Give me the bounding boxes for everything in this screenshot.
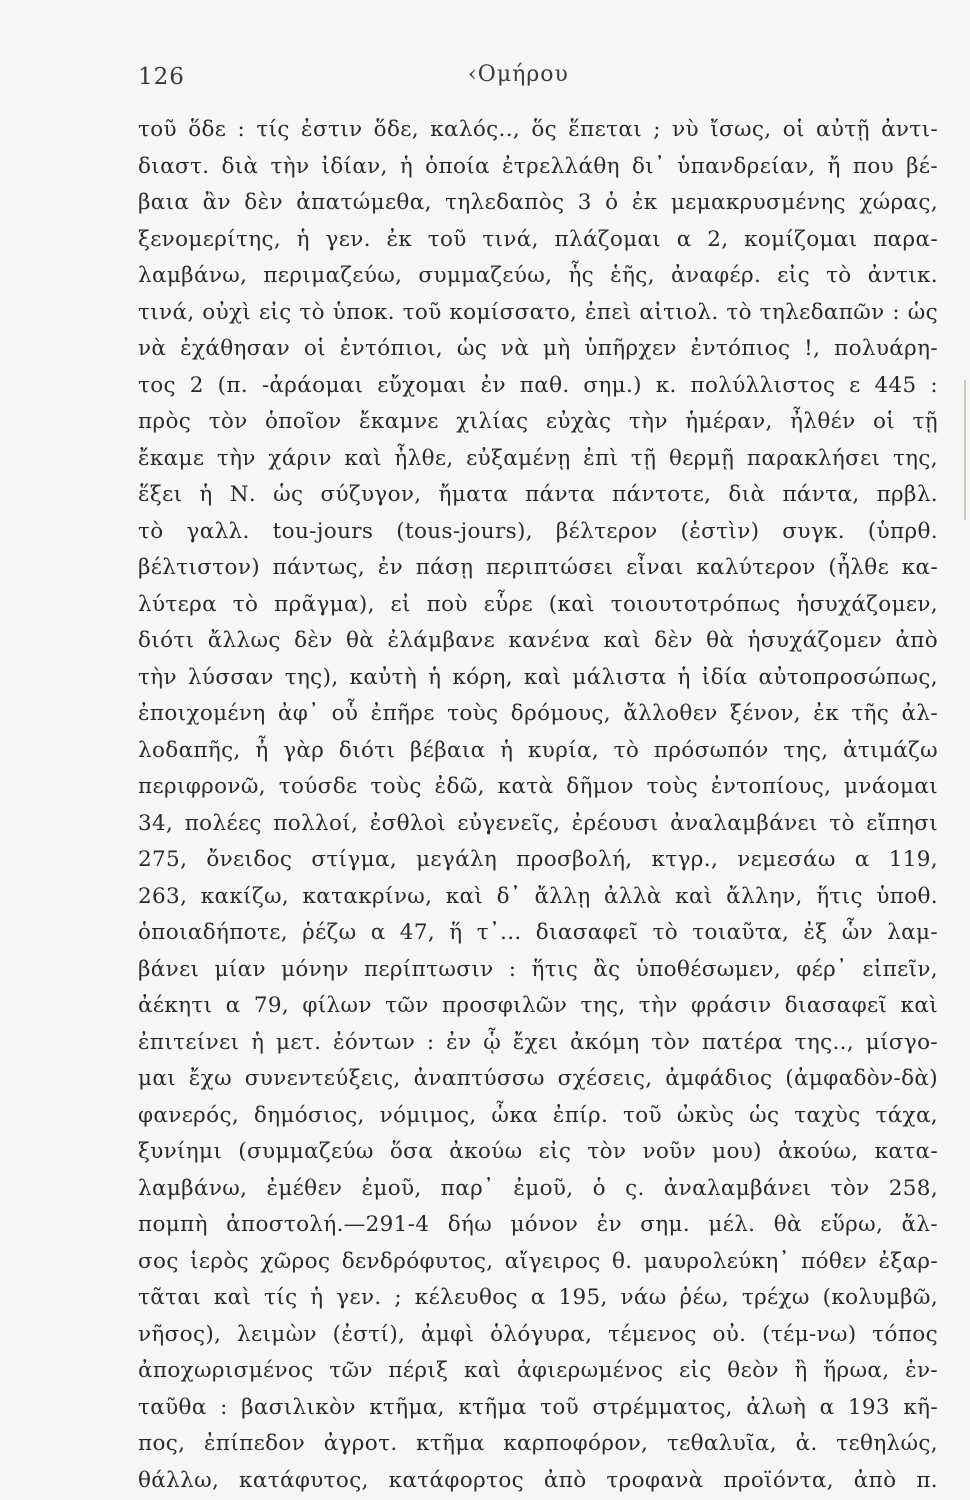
text-line: ἀποχωρισμένος τῶν πέριξ καὶ ἀφιερωμένος εἰς θεὸν ἢ ἥρωα, ἐν- — [138, 1358, 938, 1383]
text-line: λαμβάνω, περιμαζεύω, συμμαζεύω, ἧς ἑῆς, ἀναφέρ. εἰς τὸ ἀντικ. — [138, 263, 938, 288]
text-line: νῆσος), λειμὼν (ἐστί), ἀμφὶ ὁλόγυρα, τέμενος οὐ. (τέμ-νω) τόπος — [138, 1321, 938, 1347]
text-line: τοῦ ὅδε : τίς ἐστιν ὅδε, καλός.., ὅς ἕπεται ; νὺ ἴσως, οἱ αὐτῇ ἀντι- — [138, 117, 938, 142]
page-number: 126 — [138, 64, 185, 90]
text-line: 263, κακίζω, κατακρίνω, καὶ δ᾽ ἄλλῃ ἀλλὰ καὶ ἄλλην, ἥτις ὑποθ. — [138, 883, 938, 909]
text-line: ταῦθα : βασιλικὸν κτῆμα, κτῆμα τοῦ στρέμματος, ἀλωὴ α 193 κῆ- — [138, 1394, 938, 1420]
text-line: ἀέκητι α 79, φίλων τῶν προσφιλῶν της, τὴν φράσιν διασαφεῖ καὶ — [138, 993, 938, 1018]
text-line: διότι ἄλλως δὲν θὰ ἐλάμβανε κανένα καὶ δὲν θὰ ἡσυχάζομεν ἀπὸ — [138, 628, 938, 653]
text-line: ἐποιχομένη ἀφ᾽ οὗ ἐπῆρε τοὺς δρόμους, ἄλλοθεν ξένον, ἐκ τῆς ἀλ- — [138, 701, 938, 726]
text-line: τος 2 (π. -ἀράομαι εὔχομαι ἐν παθ. σημ.) κ. πολύλλιστος ε 445 : — [138, 372, 938, 398]
text-line: 275, ὄνειδος στίγμα, μεγάλη προσβολή, κτγρ., νεμεσάω α 119, — [138, 847, 938, 872]
text-line: λύτερα τὸ πρᾶγμα), εἰ ποὺ εὗρε (καὶ τοιουτοτρόπως ἡσυχάζομεν, — [138, 591, 938, 617]
text-line: νὰ ἐχάθησαν οἱ ἐντόπιοι, ὡς νὰ μὴ ὑπῆρχεν ἐντόπιος !, πολυάρη- — [138, 336, 938, 361]
text-line: ξυνίημι (συμμαζεύω ὅσα ἀκούω εἰς τὸν νοῦν μου) ἀκούω, κατα- — [138, 1139, 938, 1164]
text-line: φανερός, δημόσιος, νόμιμος, ὦκα ἐπίρ. τοῦ ὠκὺς ὡς ταχὺς τάχα, — [138, 1102, 938, 1128]
text-line: μαι ἔχω συνεντεύξεις, ἀναπτύσσω σχέσεις, ἀμφάδιος (ἀμφαδὸν-δὰ) — [138, 1066, 938, 1091]
text-line: τὴν λύσσαν της), καὐτὴ ἡ κόρη, καὶ μάλιστα ἡ ἰδία αὐτοπροσώπως, — [138, 664, 938, 690]
text-line: βάνει μίαν μόνην περίπτωσιν : ἥτις ἂς ὑποθέσωμεν, φέρ᾽ εἰπεῖν, — [138, 956, 938, 982]
running-head: ‹Ομήρου — [468, 62, 569, 87]
text-line: διαστ. διὰ τὴν ἰδίαν, ἡ ὁποία ἐτρελλάθη δι᾽ ὑπανδρείαν, ἤ που βέ- — [138, 153, 938, 179]
text-line: βαια ἂν δὲν ἀπατώμεθα, τηλεδαπὸς 3 ὁ ἐκ μεμακρυσμένης χώρας, — [138, 190, 938, 215]
commentary-text — [138, 112, 938, 1499]
text-line: λοδαπῆς, ἦ γὰρ διότι βέβαια ἡ κυρία, τὸ πρόσωπόν της, ἀτιμάζω — [138, 737, 938, 763]
text-line: λαμβάνω, ἐμέθεν ἐμοῦ, παρ᾽ ἐμοῦ, ὁ ς. ἀναλαμβάνει τὸν 258, — [138, 1175, 938, 1201]
scan-edge-shadow — [964, 380, 966, 520]
text-line: τὸ γαλλ. tou-jours (tous-jours), βέλτερον (ἐστὶν) συγκ. (ὑπρθ. — [138, 518, 938, 544]
text-line: θάλλω, κατάφυτος, κατάφορτος ἀπὸ τροφανὰ προϊόντα, ἀπὸ π. — [138, 1467, 938, 1493]
text-line: ἐπιτείνει ἡ μετ. ἐόντων : ἐν ᾧ ἔχει ἀκόμη τὸν πατέρα της.., μίσγο- — [138, 1029, 938, 1055]
text-line: περιφρονῶ, τούσδε τοὺς ἐδῶ, κατὰ δῆμον τοὺς ἐντοπίους, μνάομαι — [138, 774, 938, 799]
text-line: βέλτιστον) πάντως, ἐν πάσῃ περιπτώσει εἶναι καλύτερον (ἦλθε κα- — [138, 555, 938, 580]
text-line: πομπὴ ἀποστολή.—291-4 δήω μόνον ἐν σημ. μέλ. θὰ εὕρω, ἄλ- — [138, 1212, 938, 1237]
text-line: τινά, οὐχὶ εἰς τὸ ὑποκ. τοῦ κομίσσατο, ἐπεὶ αἰτιολ. τὸ τηλεδαπῶν : ὡς — [138, 299, 938, 325]
text-line: σος ἱερὸς χῶρος δενδρόφυτος, αἴγειρος θ. μαυρολεύκη᾽ πόθεν ἐξαρ- — [138, 1248, 938, 1274]
text-line: 34, πολέες πολλοί, ἐσθλοὶ εὐγενεῖς, ἐρέουσι ἀναλαμβάνει τὸ εἴπησι — [138, 810, 938, 836]
text-line: ἕξει ἡ Ν. ὡς σύζυγον, ἤματα πάντα πάντοτε, διὰ πάντα, πρβλ. — [138, 482, 938, 507]
text-line: τᾶται καὶ τίς ἡ γεν. ; κέλευθος α 195, νάω ῥέω, τρέχω (κολυμβῶ, — [138, 1285, 938, 1310]
text-line: πος, ἐπίπεδον ἀγροτ. κτῆμα καρποφόρον, τεθαλυῖα, ἀ. τεθηλώς, — [138, 1431, 938, 1456]
text-line: ξενομερίτης, ἡ γεν. ἐκ τοῦ τινά, πλάζομαι α 2, κομίζομαι παρα- — [138, 226, 938, 252]
text-line: πρὸς τὸν ὁποῖον ἔκαμνε χιλίας εὐχὰς τὴν ἡμέραν, ἦλθέν οἱ τῇ — [138, 409, 938, 434]
text-line: ἔκαμε τὴν χάριν καὶ ἦλθε, εὐξαμένῃ ἐπὶ τῇ θερμῇ παρακλήσει της, — [138, 445, 938, 471]
text-line: ὁποιαδήποτε, ῥέζω α 47, ἥ τ᾽... διασαφεῖ τὸ τοιαῦτα, ἐξ ὧν λαμ- — [138, 920, 938, 945]
page-header — [138, 58, 938, 98]
